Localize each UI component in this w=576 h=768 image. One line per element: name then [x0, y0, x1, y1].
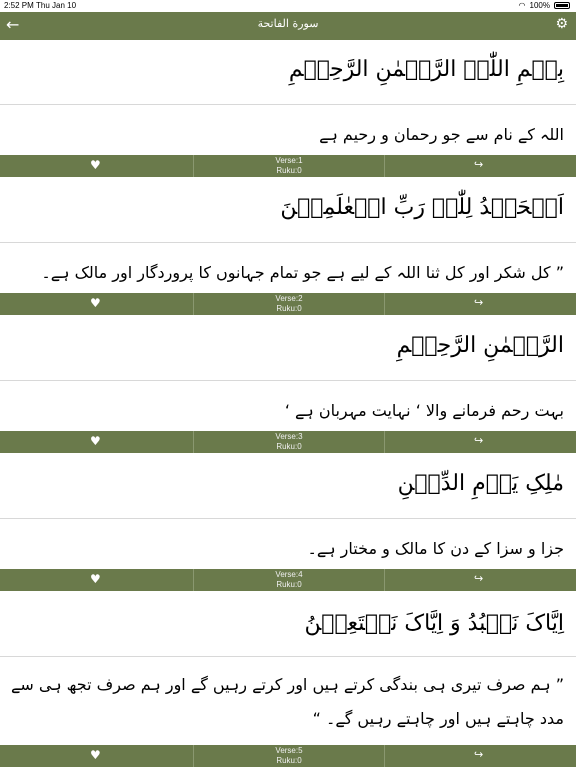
share-icon[interactable]: ↪	[474, 434, 484, 447]
verse-number: Verse:1	[275, 156, 303, 165]
favorite-heart-icon[interactable]: ♥	[90, 158, 101, 172]
ruku-number: Ruku:0	[276, 166, 302, 175]
urdu-translation: اللہ کے نام سے جو رحمان و رحیم ہے	[319, 125, 564, 144]
arabic-text: مٰلِکِ یَوۡمِ الدِّیۡنِ	[397, 471, 564, 496]
verse-action-bar	[0, 293, 576, 315]
verse-meta	[194, 432, 384, 452]
status-date: Thu Jan 10	[36, 1, 77, 10]
verse-meta	[194, 294, 384, 314]
verse-meta	[194, 746, 384, 766]
verse-number: Verse:4	[275, 570, 303, 579]
urdu-translation: ” ہم صرف تیری ہی بندگی کرتے ہیں اور کرتے رہیں گے اور ہم صرف تجھ ہی سے مدد چاہتے ہیں اور چاہتے رہیں گے۔ “	[11, 675, 564, 728]
divider	[0, 242, 576, 243]
divider	[0, 518, 576, 519]
settings-gear-icon[interactable]: ⚙	[555, 16, 568, 32]
ruku-number: Ruku:0	[276, 756, 302, 765]
favorite-heart-icon[interactable]: ♥	[90, 748, 101, 762]
status-right	[519, 1, 570, 10]
arabic-text: الرَّحۡمٰنِ الرَّحِیۡمِ	[396, 333, 564, 358]
ruku-number: Ruku:0	[276, 304, 302, 313]
verse-action-bar	[0, 745, 576, 767]
back-arrow-icon[interactable]: ←	[6, 15, 20, 34]
verse-meta	[194, 156, 384, 176]
favorite-heart-icon[interactable]: ♥	[90, 572, 101, 586]
battery-icon	[554, 2, 570, 9]
battery-percent: 100%	[529, 1, 550, 10]
urdu-translation: جزا و سزا کے دن کا مالک و مختار ہے۔	[307, 539, 564, 558]
verse-action-bar	[0, 431, 576, 453]
verse-meta	[194, 570, 384, 590]
arabic-text: بِسۡمِ اللّٰہِ الرَّحۡمٰنِ الرَّحِیۡمِ	[288, 57, 564, 82]
urdu-translation: بہت رحم فرمانے والا ‘ نہایت مہربان ہے ‘	[284, 401, 564, 420]
wifi-icon: ◠	[518, 1, 526, 10]
verse-action-bar	[0, 155, 576, 177]
verse-number: Verse:3	[275, 432, 303, 441]
page-title: سورة الفاتحة	[257, 17, 319, 30]
share-icon[interactable]: ↪	[474, 748, 484, 761]
urdu-translation: ” کل شکر اور کل ثنا اللہ کے لیے ہے جو تمام جہانوں کا پروردگار اور مالک ہے۔	[41, 263, 564, 282]
favorite-heart-icon[interactable]: ♥	[90, 296, 101, 310]
share-icon[interactable]: ↪	[474, 158, 484, 171]
arabic-text: اِیَّاکَ نَعۡبُدُ وَ اِیَّاکَ نَسۡتَعِیۡنُ	[304, 611, 564, 636]
verse-number: Verse:2	[275, 294, 303, 303]
divider	[0, 104, 576, 105]
ruku-number: Ruku:0	[276, 442, 302, 451]
favorite-heart-icon[interactable]: ♥	[90, 434, 101, 448]
share-icon[interactable]: ↪	[474, 296, 484, 309]
verse-action-bar	[0, 569, 576, 591]
divider	[0, 656, 576, 657]
verse-number: Verse:5	[275, 746, 303, 755]
status-time: 2:52 PM	[4, 1, 34, 10]
arabic-text: اَلۡحَمۡدُ لِلّٰہِ رَبِّ الۡعٰلَمِیۡنَ	[280, 195, 564, 220]
navigation-bar	[0, 12, 576, 40]
share-icon[interactable]: ↪	[474, 572, 484, 585]
ruku-number: Ruku:0	[276, 580, 302, 589]
status-bar	[0, 0, 576, 12]
divider	[0, 380, 576, 381]
